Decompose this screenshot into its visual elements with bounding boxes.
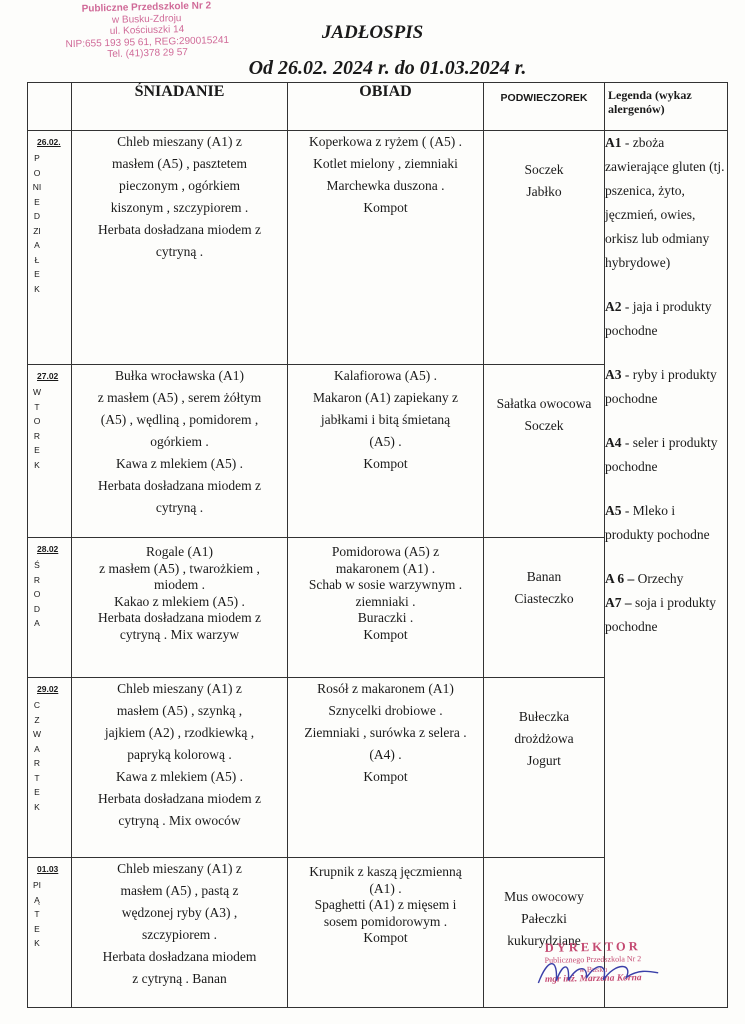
header-row: [28, 83, 728, 131]
signature-institution: Publicznego Przedszkola Nr 2: [544, 954, 642, 965]
menu-line: Mus owocowy: [504, 889, 584, 904]
menu-line: (A5) , wędliną , pomidorem ,: [100, 412, 259, 427]
day-name: CZWARTEK: [32, 700, 42, 812]
allergen-code: A1: [605, 135, 622, 150]
stamp-line: ul. Kościuszki 14: [109, 24, 185, 38]
legend-item: [605, 295, 727, 343]
menu-line: Kotlet mielony , ziemniaki: [313, 156, 458, 171]
menu-line: cytryną .: [155, 500, 204, 515]
menu-line: Sałatka owocowa: [496, 396, 592, 411]
menu-line: (A4) .: [369, 747, 402, 762]
allergen-description: - seler i produkty pochodne: [605, 435, 718, 474]
menu-line: Kompot: [363, 200, 408, 215]
stamp-line: Tel. (41)378 29 57: [107, 47, 189, 61]
breakfast-header: ŚNIADANIE: [72, 83, 288, 131]
allergen-code: A3: [605, 367, 622, 382]
menu-line: Krupnik z kaszą jęczmienną: [309, 864, 462, 879]
menu-line: (A5) .: [369, 434, 402, 449]
stamp-line: w Busku-Zdroju: [111, 12, 182, 26]
snack-header: PODWIECZOREK: [484, 83, 605, 131]
director-signature-stamp: [508, 939, 679, 986]
menu-line: Herbata dosładzana miodem z: [97, 222, 262, 237]
day-cell: [28, 365, 72, 538]
menu-line: Spaghetti (A1) z mięsem i: [314, 897, 457, 912]
allergen-description: - zboża zawierające gluten (tj. pszenica, żyto, jęczmień, owies, orkisz lub odmiany hybrydowe): [605, 135, 725, 270]
menu-line: Chleb mieszany (A1) z: [117, 134, 242, 149]
menu-line: Koperkowa z ryżem ( (A5) .: [309, 134, 462, 149]
lunch-header: OBIAD: [288, 83, 484, 131]
menu-line: Herbata dosładzana miodem: [102, 949, 257, 964]
day-name: ŚRODA: [33, 560, 41, 628]
allergen-description: - Mleko i produkty pochodne: [605, 503, 710, 542]
lunch-cell: [288, 858, 484, 1008]
day-cell: [28, 538, 72, 678]
allergen-code: A2: [605, 299, 622, 314]
menu-line: papryką kolorową .: [127, 747, 232, 762]
menu-line: wędzonej ryby (A3) ,: [121, 905, 238, 920]
menu-line: z masłem (A5) , twarożkiem ,: [99, 560, 260, 576]
lunch-cell: [288, 678, 484, 858]
breakfast-cell: [72, 858, 288, 1008]
lunch-cell: [288, 538, 484, 678]
breakfast-cell: [72, 678, 288, 858]
day-date: 28.02: [37, 544, 59, 554]
snack-cell: [484, 678, 605, 858]
menu-line: szczypiorem .: [142, 927, 217, 942]
stamp-line: Publiczne Przedszkole Nr 2: [81, 0, 212, 15]
day-date: 27.02: [37, 371, 59, 381]
corner-cell: [28, 83, 72, 131]
menu-line: Kompot: [363, 626, 408, 642]
menu-line: Kawa z mlekiem (A5) .: [115, 769, 244, 784]
menu-line: Chleb mieszany (A1) z: [117, 861, 242, 876]
menu-line: kiszonym , szczypiorem .: [110, 200, 249, 215]
menu-line: Sznycelki drobiowe .: [328, 703, 443, 718]
menu-line: Chleb mieszany (A1) z: [117, 681, 242, 696]
menu-line: Buraczki .: [357, 610, 414, 625]
legend-item: [605, 591, 727, 639]
menu-line: cytryną . Mix owoców: [118, 813, 241, 828]
menu-line: Jogurt: [527, 753, 561, 768]
page-title: JADŁOSPIS: [321, 22, 424, 43]
menu-line: cytryną . Mix warzyw: [119, 626, 240, 642]
menu-line: Kompot: [363, 456, 408, 471]
lunch-cell: [288, 131, 484, 365]
menu-line: z cytryną . Banan: [132, 971, 227, 986]
breakfast-cell: [72, 365, 288, 538]
menu-line: jajkiem (A2) , rzodkiewką ,: [104, 725, 255, 740]
day-cell: [28, 858, 72, 1008]
day-row: [28, 131, 728, 365]
signature-name: mgr inż. Marzena Korna: [544, 973, 642, 985]
menu-line: Ziemniaki , surówka z selera .: [304, 725, 467, 740]
day-cell: [28, 678, 72, 858]
snack-cell: [484, 538, 605, 678]
menu-table: [27, 82, 728, 1008]
menu-line: Ciasteczko: [514, 591, 574, 606]
menu-line: Kalafiorowa (A5) .: [333, 368, 438, 383]
menu-line: ziemniaki .: [355, 593, 416, 609]
menu-line: Bułka wrocławska (A1): [115, 368, 244, 383]
day-cell: [28, 131, 72, 365]
allergen-description: soja i produkty pochodne: [605, 595, 716, 634]
menu-line: masłem (A5) , pastą z: [120, 883, 239, 898]
allergen-description: - ryby i produkty pochodne: [605, 367, 717, 406]
menu-line: Bułeczka: [518, 709, 570, 724]
legend-item: [605, 567, 727, 591]
menu-line: ogórkiem .: [150, 434, 209, 449]
allergen-code: A5: [605, 503, 622, 518]
allergen-code: A 6 –: [605, 571, 635, 586]
menu-line: cytryną .: [155, 244, 204, 259]
allergen-description: - jaja i produkty pochodne: [605, 299, 712, 338]
breakfast-cell: [72, 538, 288, 678]
menu-line: Rosół z makaronem (A1): [317, 681, 454, 696]
allergen-description: Orzechy: [634, 571, 684, 586]
menu-line: Makaron (A1) zapiekany z: [312, 390, 459, 405]
menu-line: z masłem (A5) , serem żółtym: [97, 390, 262, 405]
legend-item: [605, 131, 727, 275]
menu-line: kukurydziane: [507, 933, 581, 948]
menu-line: miodem .: [154, 577, 205, 592]
menu-line: pieczonym , ogórkiem: [118, 178, 241, 193]
menu-line: Jabłko: [526, 184, 562, 199]
legend-item: [605, 363, 727, 411]
menu-line: makaronem (A1) .: [335, 560, 436, 576]
handwritten-signature-icon: [508, 951, 679, 994]
day-name: PONIEDZIAŁEK: [32, 153, 42, 294]
signature-role: DYREKTOR: [544, 939, 641, 955]
day-date: 29.02: [37, 684, 59, 694]
menu-line: Pomidorowa (A5) z: [331, 544, 440, 559]
menu-line: Schab w sosie warzywnym .: [308, 577, 463, 592]
legend-item: [605, 499, 727, 547]
snack-cell: [484, 131, 605, 365]
menu-line: Pałeczki: [521, 911, 567, 926]
menu-line: Marchewka duszona .: [326, 178, 445, 193]
menu-line: masłem (A5) , szynką ,: [116, 703, 243, 718]
breakfast-cell: [72, 131, 288, 365]
date-range: Od 26.02. 2024 r. do 01.03.2024 r.: [248, 57, 527, 79]
day-name: PIĄTEK: [32, 880, 42, 948]
legend-cell: [605, 131, 728, 1008]
menu-line: Kompot: [363, 930, 408, 945]
menu-line: Kompot: [363, 769, 408, 784]
signature-town: w Busku: [578, 964, 608, 974]
menu-line: jabłkami i bitą śmietaną: [320, 412, 451, 427]
lunch-cell: [288, 365, 484, 538]
day-name: WTOREK: [32, 387, 42, 470]
menu-line: masłem (A5) , pasztetem: [112, 156, 247, 171]
menu-line: drożdżowa: [514, 731, 574, 746]
menu-line: Rogale (A1): [145, 544, 214, 559]
stamp-line: NIP:655 193 95 61, REG:290015241: [65, 34, 230, 50]
menu-line: sosem pomidorowym .: [323, 913, 448, 929]
menu-line: Kawa z mlekiem (A5) .: [115, 456, 244, 471]
menu-line: Soczek: [524, 162, 564, 177]
snack-cell: [484, 365, 605, 538]
menu-line: (A1) .: [369, 880, 402, 896]
allergen-code: A4: [605, 435, 622, 450]
menu-line: Herbata dosładzana miodem z: [97, 478, 262, 493]
legend-item: [605, 431, 727, 479]
legend-header: Legenda (wykaz alergenów): [605, 83, 728, 131]
day-date: 01.03: [37, 864, 59, 874]
menu-line: Soczek: [524, 418, 564, 433]
legend-list: [605, 131, 727, 639]
allergen-code: A7 –: [605, 595, 632, 610]
menu-line: Banan: [526, 569, 562, 584]
menu-line: Kakao z mlekiem (A5) .: [114, 593, 245, 609]
menu-line: Herbata dosładzana miodem z: [97, 610, 262, 625]
day-date: 26.02.: [37, 137, 61, 147]
menu-line: Herbata dosładzana miodem z: [97, 791, 262, 806]
